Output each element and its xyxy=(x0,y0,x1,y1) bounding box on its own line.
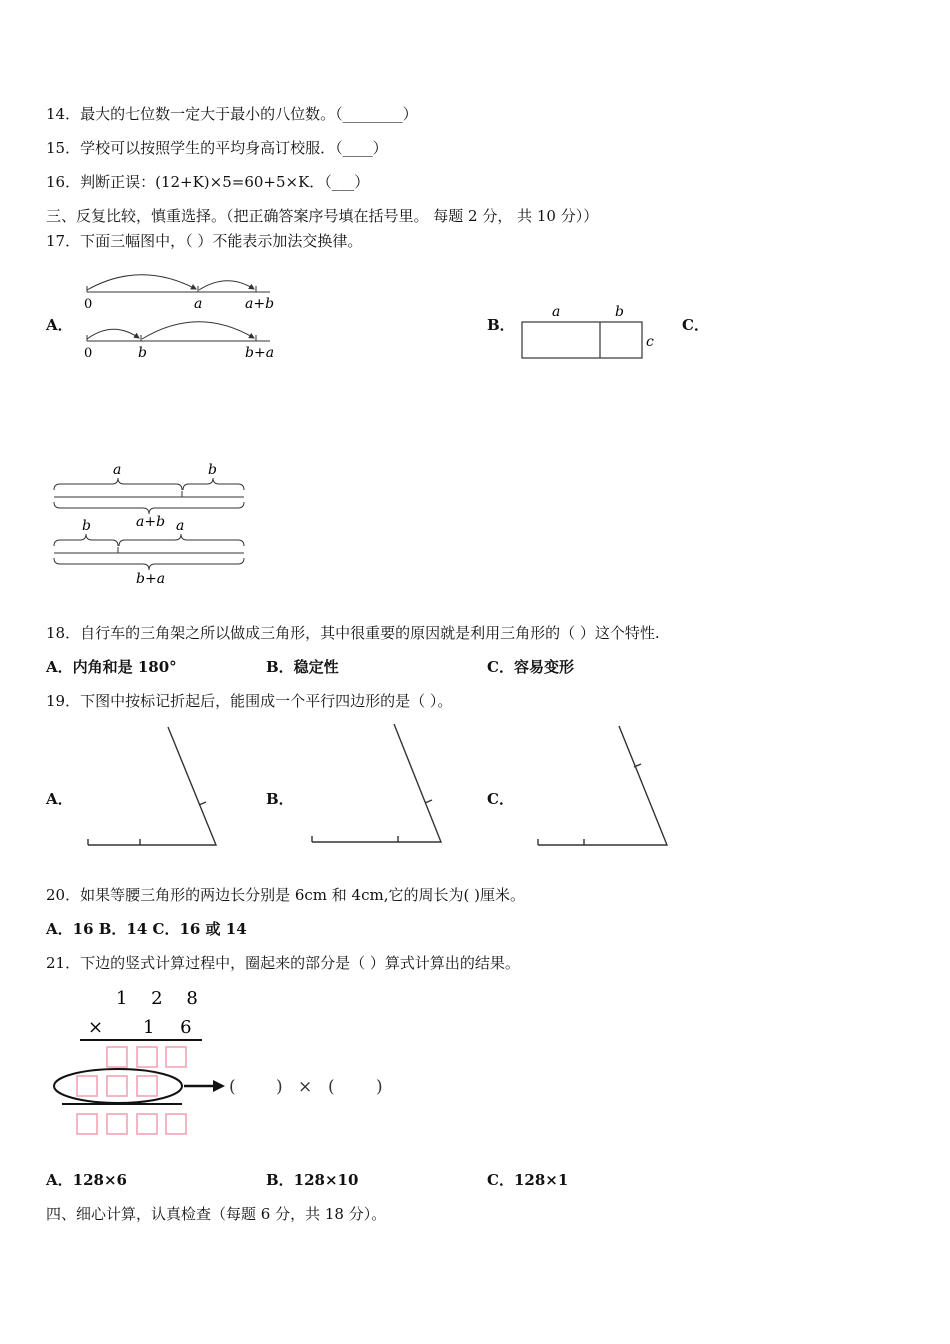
figa-label-a: a xyxy=(194,296,203,312)
q19-option-c-label: C． xyxy=(487,790,514,808)
figa-label-0-bottom: 0 xyxy=(84,346,93,361)
q21-option-a: A．128×6 xyxy=(46,1171,127,1189)
svg-text:): ) xyxy=(376,1077,383,1097)
q18-option-a: A．内角和是 180° xyxy=(46,658,177,676)
calc-row2: 1 6 xyxy=(143,1017,202,1038)
q17-option-a-label: A． xyxy=(46,316,73,334)
q17-option-c-label: C． xyxy=(682,316,709,334)
q18-text: 18．自行车的三角架之所以做成三角形，其中很重要的原因就是利用三角形的（ ）这个特性. xyxy=(46,624,660,642)
arrow-right-icon xyxy=(213,1080,225,1092)
q17-text: 17．下面三幅图中，（ ）不能表示加法交换律。 xyxy=(46,232,363,250)
q21-option-c: C．128×1 xyxy=(487,1171,569,1189)
q16-text: 16．判断正误：(12+K)×5=60+5×K．（___） xyxy=(46,173,370,191)
figc-label-a-bottom: a xyxy=(176,518,185,534)
figc-label-a-top: a xyxy=(113,462,122,478)
final-product-boxes xyxy=(77,1114,186,1134)
figa-label-0-top: 0 xyxy=(84,297,93,312)
calc-row1: 1 2 8 xyxy=(116,988,207,1009)
q18-option-b: B．稳定性 xyxy=(266,658,339,676)
q19-option-a-label: A． xyxy=(46,790,73,808)
figa-label-b-plus-a: b+a xyxy=(245,345,275,361)
partial-product-boxes-row2 xyxy=(77,1076,157,1096)
svg-text:): ) xyxy=(276,1077,283,1097)
q14-text: 14．最大的七位数一定大于最小的八位数。（________） xyxy=(46,105,418,123)
q17-option-b-label: B． xyxy=(487,316,515,334)
q20-text: 20．如果等腰三角形的两边长分别是 6cm 和 4cm,它的周长为( )厘米。 xyxy=(46,886,525,904)
figa-label-b: b xyxy=(138,345,147,361)
section4-heading: 四、细心计算，认真检查（每题 6 分，共 18 分）。 xyxy=(46,1205,387,1223)
figa-label-a-plus-b: a+b xyxy=(245,296,275,312)
figb-label-c: c xyxy=(646,334,654,350)
section3-heading: 三、反复比较，慎重选择。（把正确答案序号填在括号里。 每题 2 分， 共 10 分）） xyxy=(46,207,599,225)
figc-label-b-top: b xyxy=(208,462,217,478)
q19-option-b-label: B． xyxy=(266,790,294,808)
circled-part xyxy=(54,1069,182,1103)
q21-text: 21．下边的竖式计算过程中，圈起来的部分是（ ）算式计算出的结果。 xyxy=(46,954,520,972)
partial-product-boxes-row1 xyxy=(107,1047,186,1067)
q20-options: A．16 B．14 C．16 或 14 xyxy=(46,920,247,938)
q18-option-c: C．容易变形 xyxy=(487,658,574,676)
q19-text: 19．下图中按标记折起后，能围成一个平行四边形的是（ ）。 xyxy=(46,692,453,710)
figc-label-b-plus-a: b+a xyxy=(136,571,166,587)
figb-label-a: a xyxy=(552,304,561,320)
svg-text:(: ( xyxy=(229,1077,236,1097)
figc-label-a-plus-b: a+b xyxy=(136,514,166,530)
calc-times: × xyxy=(88,1017,104,1038)
figb-label-b: b xyxy=(615,304,624,320)
svg-text:×: × xyxy=(298,1077,313,1097)
q21-option-b: B．128×10 xyxy=(266,1171,359,1189)
figc-label-b-bottom: b xyxy=(82,518,91,534)
svg-text:(: ( xyxy=(328,1077,335,1097)
q15-text: 15．学校可以按照学生的平均身高订校服．（____） xyxy=(46,139,388,157)
